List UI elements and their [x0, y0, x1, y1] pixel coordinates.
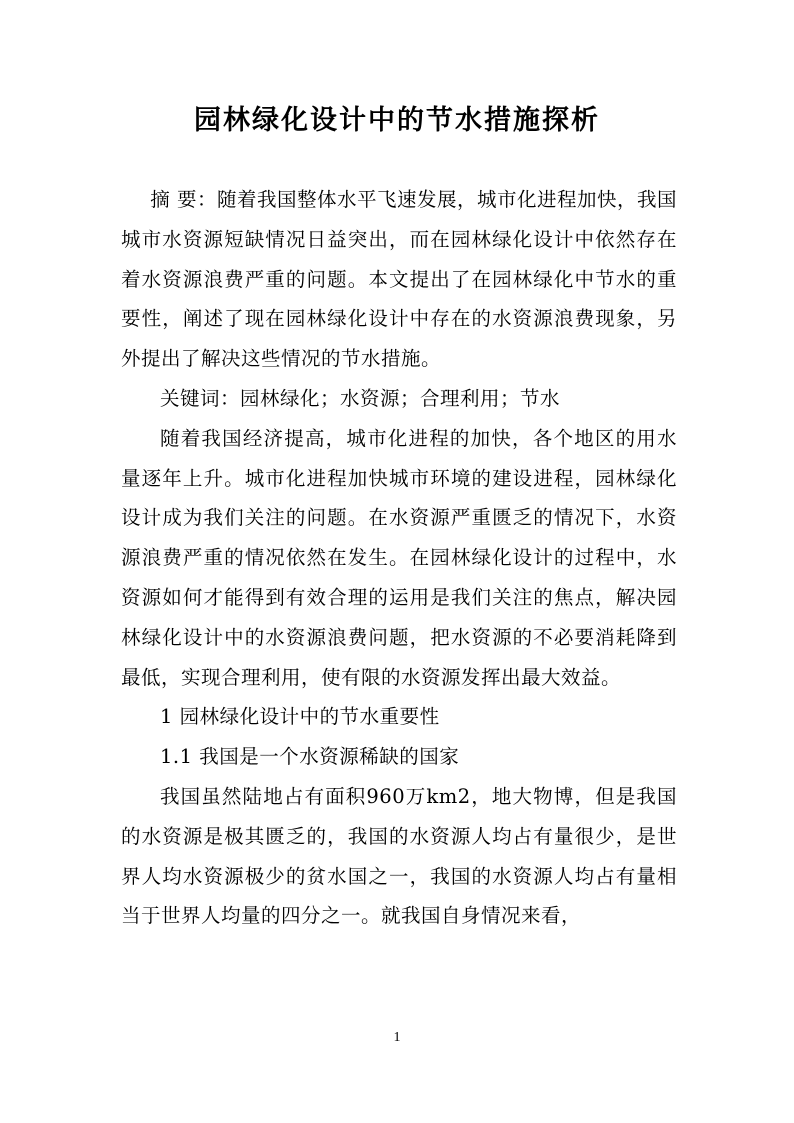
keywords-line: 关键词：园林绿化；水资源；合理利用；节水	[160, 386, 561, 410]
document-body	[121, 180, 677, 936]
document-title: 园林绿化设计中的节水措施探析	[194, 105, 600, 136]
intro-paragraph: 随着我国经济提高，城市化进程的加快，各个地区的用水量逐年上升。城市化进程加快城市环境的建设进程，园林绿化设计成为我们关注的问题。在水资源严重匮乏的情况下，水资源浪费严重的情况依然在发生。在园林绿化设计的过程中，水资源如何才能得到有效合理的运用是我们关注的焦点，解决园林绿化设计中的水资源浪费问题，把水资源的不必要消耗降到最低，实现合理利用，使有限的水资源发挥出最大效益。	[121, 426, 677, 689]
section-heading: 1 园林绿化设计中的节水重要性	[160, 705, 440, 729]
body-paragraph: 我国虽然陆地占有面积960万km2，地大物博，但是我国的水资源是极其匮乏的，我国的水资源人均占有量很少，是世界人均水资源极少的贫水国之一，我国的水资源人均占有量相当于世界人均量的四分之一。就我国自身情况来看，	[121, 784, 677, 928]
page-number: 1	[393, 1030, 401, 1045]
abstract-paragraph: 摘 要：随着我国整体水平飞速发展，城市化进程加快，我国城市水资源短缺情况日益突出，而在园林绿化设计中依然存在着水资源浪费严重的问题。本文提出了在园林绿化中节水的重要性，阐述了现在园林绿化设计中存在的水资源浪费现象，另外提出了解决这些情况的节水措施。	[121, 188, 677, 371]
subsection-heading: 1.1 我国是一个水资源稀缺的国家	[160, 745, 460, 769]
